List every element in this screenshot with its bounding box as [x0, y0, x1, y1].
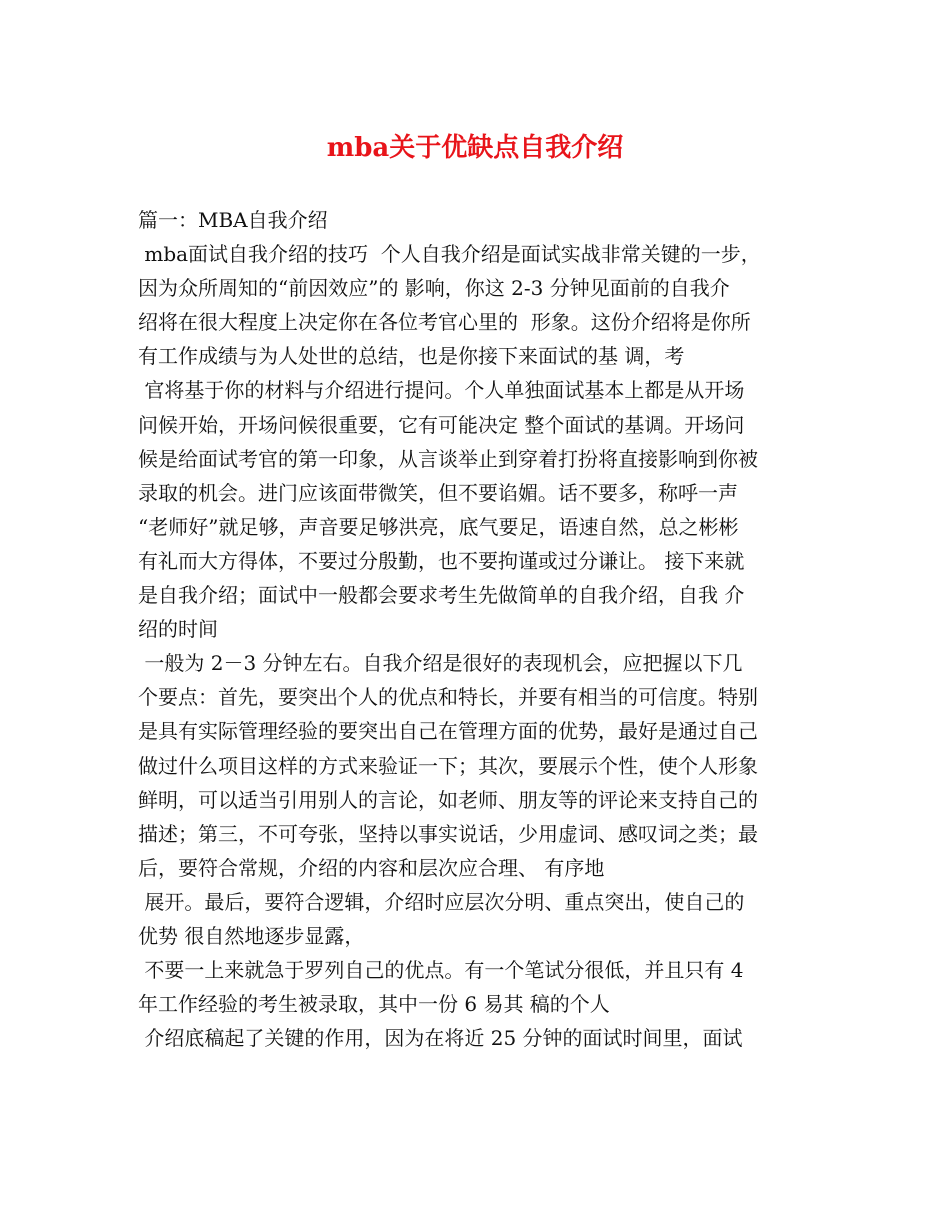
body-line: 绍的时间: [138, 617, 218, 642]
body-line: 做过什么项目这样的方式来验证一下；其次，要展示个性，使个人形象: [138, 753, 758, 778]
body-line: 一般为 2－3 分钟左右。自我介绍是很好的表现机会，应把握以下几: [138, 651, 743, 676]
body-line: “老师好”就足够，声音要足够洪亮，底气要足，语速自然，总之彬彬: [138, 514, 739, 539]
body-line: 年工作经验的考生被录取，其中一份 6 易其 稿的个人: [138, 992, 610, 1017]
body-line: 是自我介绍；面试中一般都会要求考生先做简单的自我介绍，自我 介: [138, 583, 745, 608]
body-line: 后，要符合常规，介绍的内容和层次应合理、 有序地: [138, 855, 605, 880]
body-line: 官将基于你的材料与介绍进行提问。个人单独面试基本上都是从开场: [138, 378, 745, 403]
body-line: 介绍底稿起了关键的作用，因为在将近 25 分钟的面试时间里，面试: [138, 1026, 743, 1051]
body-line: 展开。最后，要符合逻辑，介绍时应层次分明、重点突出，使自己的: [138, 889, 745, 914]
body-line: 是具有实际管理经验的要突出自己在管理方面的优势，最好是通过自己: [138, 719, 758, 744]
body-line: 绍将在很大程度上决定你在各位考官心里的 形象。这份介绍将是你所: [138, 310, 751, 335]
body-line: 个要点：首先，要突出个人的优点和特长，并要有相当的可信度。特别: [138, 685, 758, 710]
document-body: [138, 203, 828, 1055]
body-line: 优势 很自然地逐步显露，: [138, 923, 365, 948]
body-line: 有礼而大方得体，不要过分殷勤，也不要拘谨或过分谦让。 接下来就: [138, 548, 745, 573]
body-line: mba面试自我介绍的技巧 个人自我介绍是面试实战非常关键的一步，: [138, 242, 761, 267]
body-line: 有工作成绩与为人处世的总结，也是你接下来面试的基 调，考: [138, 344, 685, 369]
body-line: 问候开始，开场问候很重要，它有可能决定 整个面试的基调。开场问: [138, 412, 745, 437]
body-line: 候是给面试考官的第一印象，从言谈举止到穿着打扮将直接影响到你被: [138, 446, 758, 471]
body-line: 录取的机会。进门应该面带微笑，但不要谄媚。话不要多，称呼一声: [138, 480, 738, 505]
body-line: 鲜明，可以适当引用别人的言论，如老师、朋友等的评论来支持自己的: [138, 787, 758, 812]
document-title: mba关于优缺点自我介绍: [326, 133, 624, 163]
body-line: 描述；第三，不可夸张，坚持以事实说话，少用虚词、感叹词之类；最: [138, 821, 758, 846]
body-line: 不要一上来就急于罗列自己的优点。有一个笔试分很低，并且只有 4: [138, 958, 744, 983]
body-line: 篇一：MBA自我介绍: [138, 208, 328, 232]
body-line: 因为众所周知的“前因效应”的 影响，你这 2-3 分钟见面前的自我介: [138, 276, 730, 301]
